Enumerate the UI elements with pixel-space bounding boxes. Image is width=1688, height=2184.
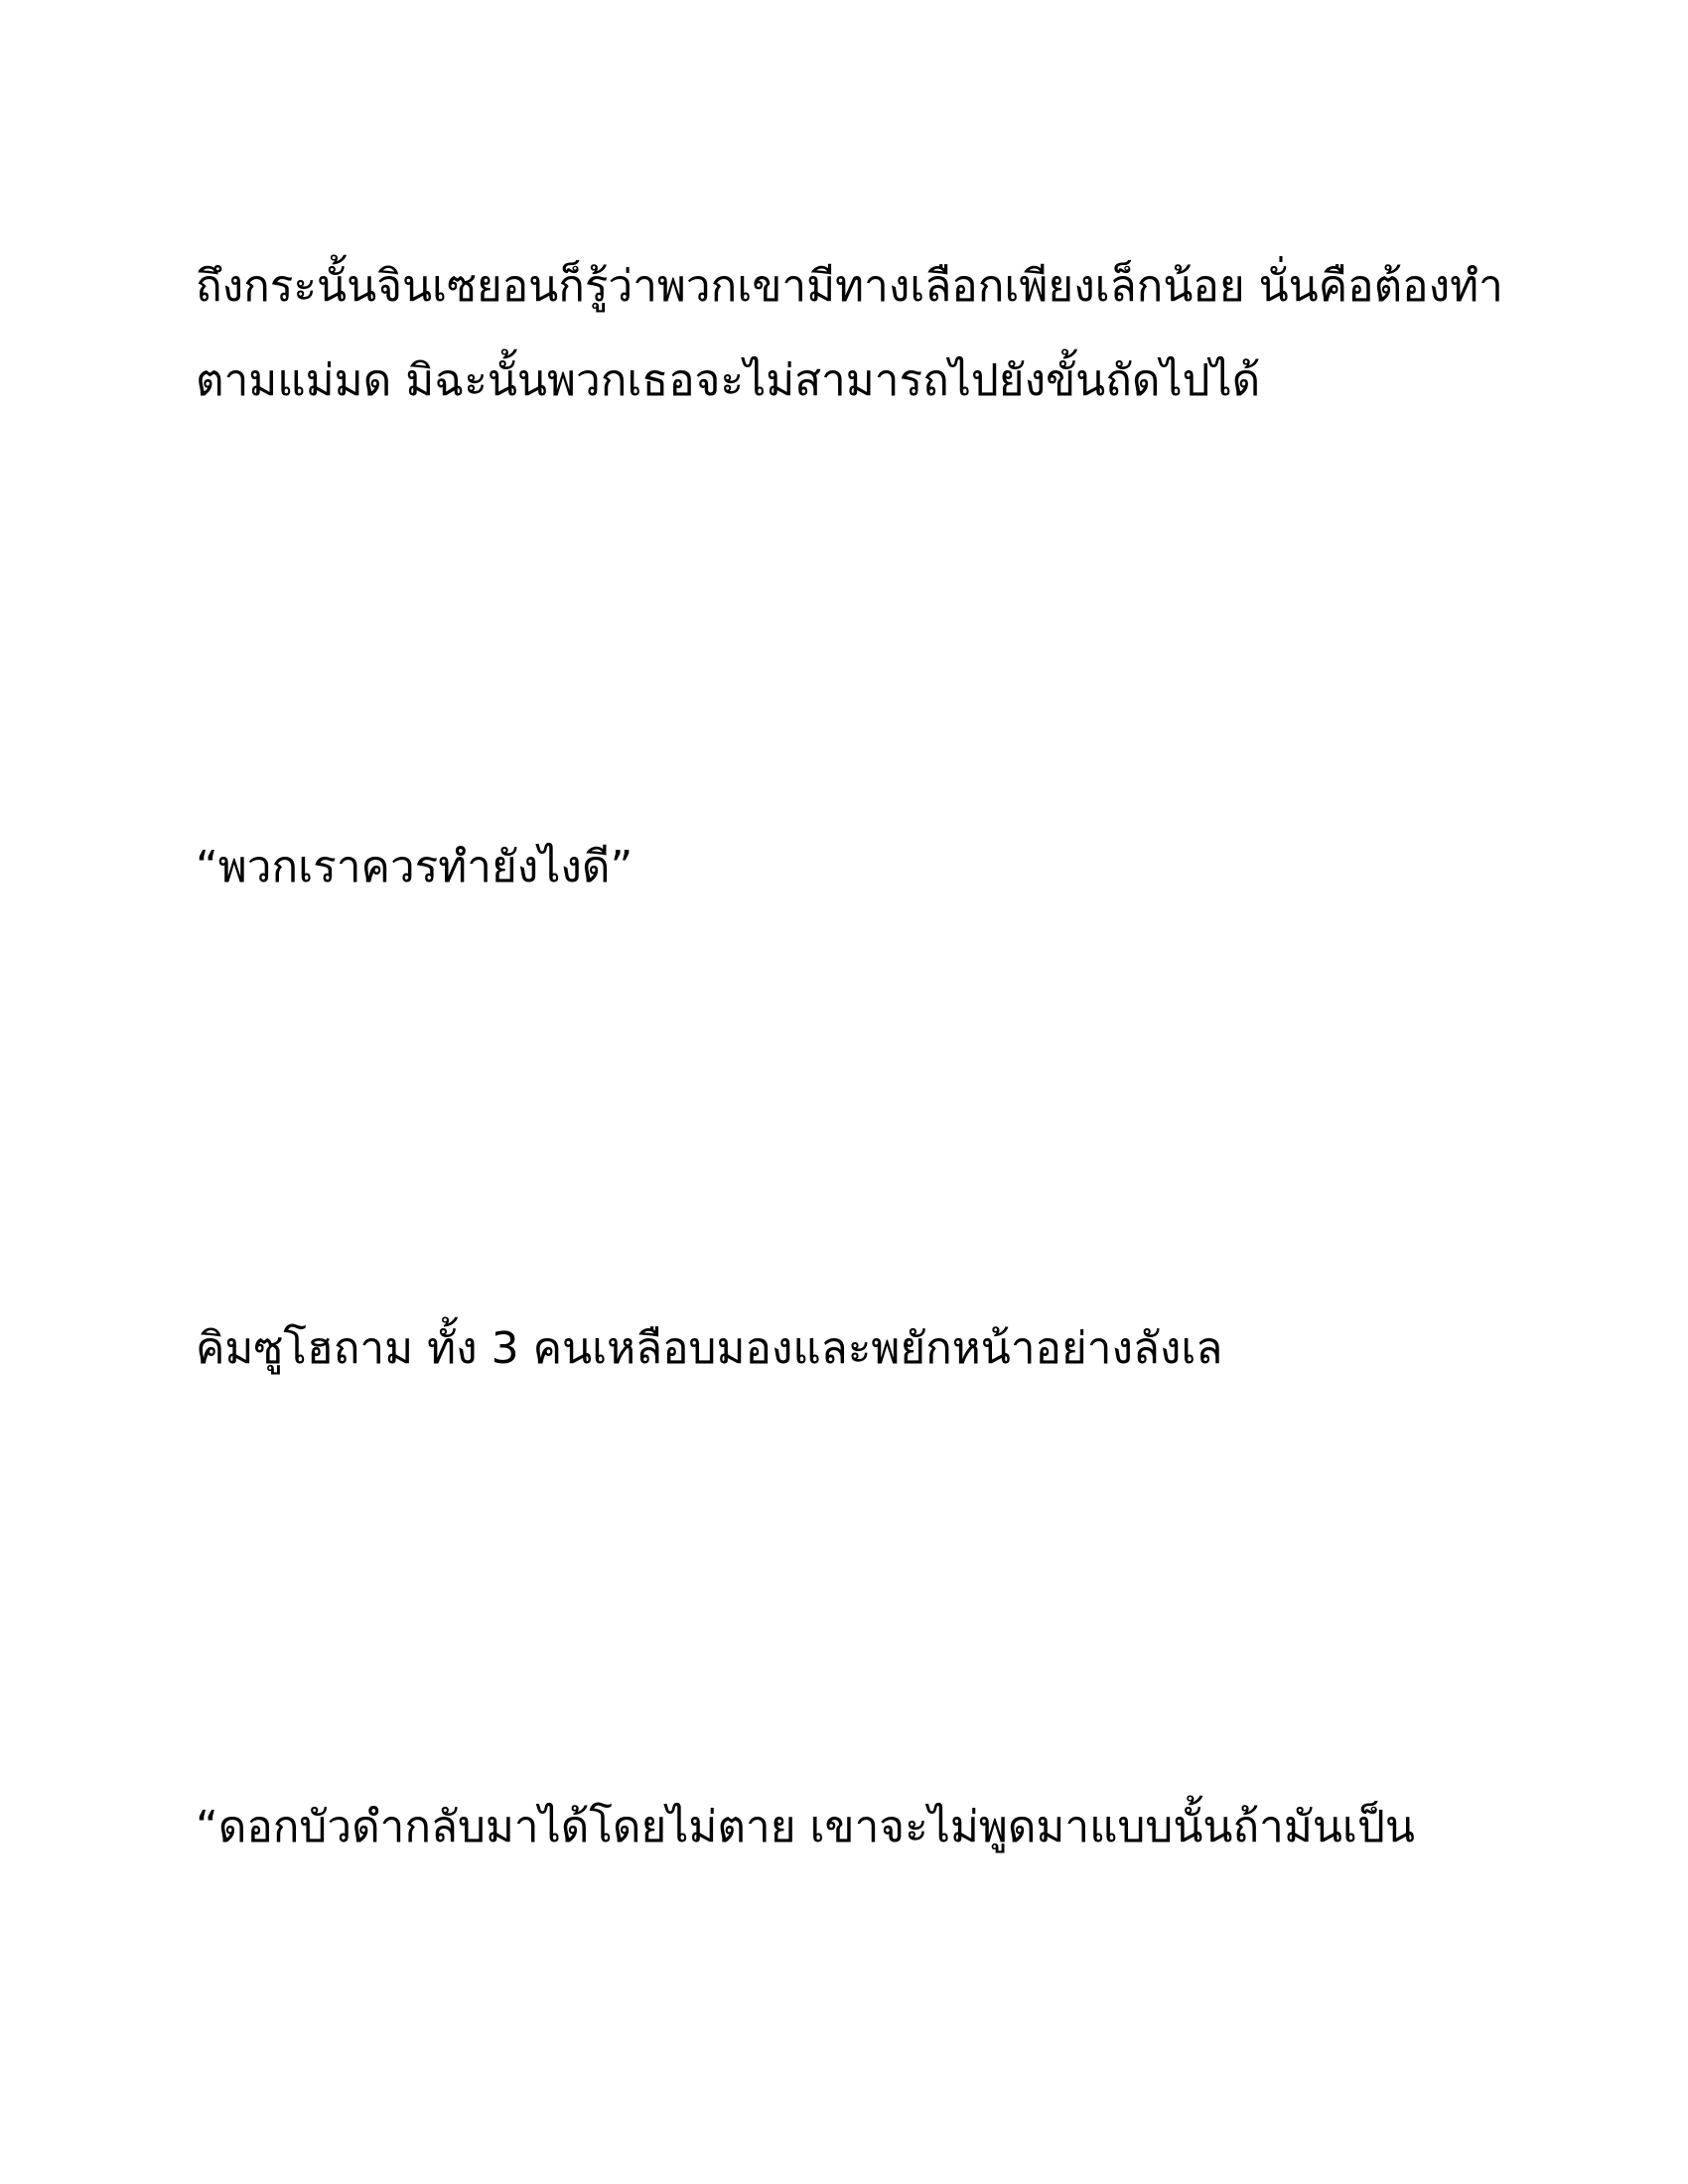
- paragraph-line-1: ถึงกระนั้นจินเซยอนก็รู้ว่าพวกเขามีทางเลือกเพียงเล็กน้อย นั่นคือต้องทำ: [196, 261, 1503, 312]
- dialogue-line-continued: “ดอกบัวดำกลับมาได้โดยไม่ตาย เขาจะไม่พูดมาแบบนั้นถ้ามันเป็น: [196, 1802, 1415, 1852]
- narration-line: คิมซูโฮถาม ทั้ง 3 คนเหลือบมองและพยักหน้าอย่างลังเล: [196, 1323, 1223, 1374]
- dialogue-line: “พวกเราควรทำยังไงดี”: [196, 842, 633, 892]
- paragraph-line-2: ตามแม่มด มิฉะนั้นพวกเธอจะไม่สามารถไปยังขั้นถัดไปได้: [196, 355, 1261, 406]
